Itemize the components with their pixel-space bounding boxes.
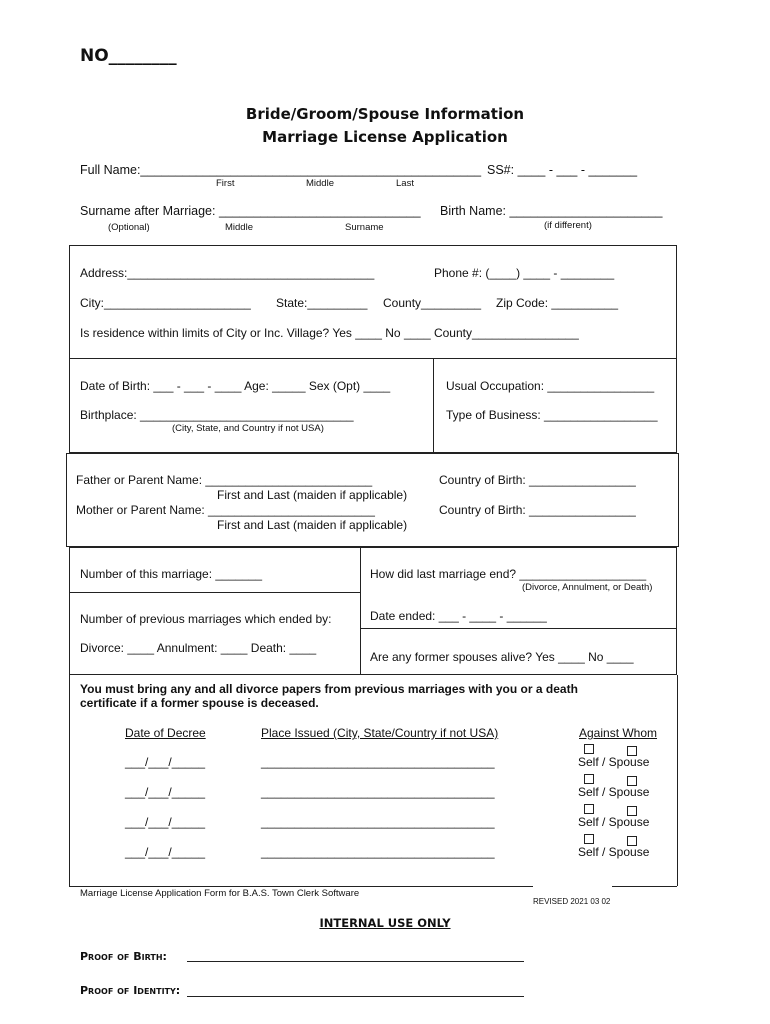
optional-hint: (Optional) <box>108 222 150 233</box>
divorce-box-right <box>677 675 678 886</box>
father-name-field[interactable]: Father or Parent Name: _________________________ <box>76 473 373 487</box>
occupation-field[interactable]: Usual Occupation: ________________ <box>446 379 655 393</box>
proof-of-identity-label: Proof of Identity: <box>80 984 181 997</box>
address-field[interactable]: Address:_____________________________________ <box>80 266 375 280</box>
self-checkbox[interactable] <box>584 744 594 754</box>
self-checkbox[interactable] <box>584 774 594 784</box>
col-date-of-decree: Date of Decree <box>125 726 206 740</box>
divorce-notice-line1: You must bring any and all divorce papers from previous marriages with you or a death <box>80 682 578 696</box>
internal-use-heading: INTERNAL USE ONLY <box>319 916 451 930</box>
city-field[interactable]: City:______________________ <box>80 296 251 310</box>
county-field[interactable]: County_________ <box>383 296 482 310</box>
place-issued-field[interactable]: ___________________________________ <box>261 845 495 859</box>
business-type-field[interactable]: Type of Business: _________________ <box>446 408 658 422</box>
middle-hint-2: Middle <box>225 222 253 233</box>
birthplace-hint: (City, State, and Country if not USA) <box>172 423 324 434</box>
middle-hint: Middle <box>306 178 334 189</box>
form-title: Bride/Groom/Spouse Information <box>245 105 525 123</box>
place-issued-field[interactable]: ___________________________________ <box>261 815 495 829</box>
self-checkbox[interactable] <box>584 834 594 844</box>
self-checkbox[interactable] <box>584 804 594 814</box>
decree-date-field[interactable]: ___/___/_____ <box>125 845 206 859</box>
marriage-number-field[interactable]: Number of this marriage: _______ <box>80 567 263 581</box>
if-different-hint: (if different) <box>544 220 592 231</box>
last-hint: Last <box>396 178 414 189</box>
decree-date-field[interactable]: ___/___/_____ <box>125 815 206 829</box>
divorce-notice-line2: certificate if a former spouse is deceased. <box>80 696 319 710</box>
form-number[interactable]: NO________ <box>80 46 177 66</box>
father-country-field[interactable]: Country of Birth: ________________ <box>439 473 636 487</box>
phone-field[interactable]: Phone #: (____) ____ - ________ <box>434 266 615 280</box>
against-whom-label: Self / Spouse <box>578 785 650 799</box>
date-ended-field[interactable]: Date ended: ___ - ____ - ______ <box>370 609 547 623</box>
first-hint: First <box>216 178 235 189</box>
marriage-left-rule <box>69 592 360 593</box>
birth-name-field[interactable]: Birth Name: ______________________ <box>440 204 663 218</box>
state-field[interactable]: State:_________ <box>276 296 368 310</box>
how-ended-hint: (Divorce, Annulment, or Death) <box>522 582 653 593</box>
surname-after-marriage-field[interactable]: Surname after Marriage: _____________________________ <box>80 204 421 218</box>
zip-code-field[interactable]: Zip Code: __________ <box>496 296 619 310</box>
against-whom-label: Self / Spouse <box>578 815 650 829</box>
mother-name-hint: First and Last (maiden if applicable) <box>217 518 408 532</box>
place-issued-field[interactable]: ___________________________________ <box>261 785 495 799</box>
software-footer: Marriage License Application Form for B.A.S. Town Clerk Software <box>80 888 360 899</box>
former-spouses-alive-field[interactable]: Are any former spouses alive? Yes ____ No ____ <box>370 650 634 664</box>
form-subtitle: Marriage License Application <box>262 128 508 146</box>
date-of-birth-field[interactable]: Date of Birth: ___ - ___ - ____ Age: _____ Sex (Opt) ____ <box>80 379 391 393</box>
against-whom-label: Self / Spouse <box>578 755 650 769</box>
residence-question[interactable]: Is residence within limits of City or Inc. Village? Yes ____ No ____ County________________ <box>80 326 579 340</box>
proof-of-identity-line[interactable] <box>187 996 524 997</box>
divorce-counts-field[interactable]: Divorce: ____ Annulment: ____ Death: ____ <box>80 641 317 655</box>
ss-number-field[interactable]: SS#: ____ - ___ - _______ <box>487 163 638 177</box>
col-place-issued: Place Issued (City, State/Country if not USA) <box>261 726 499 740</box>
full-name-field[interactable]: Full Name:_________________________________________________ <box>80 163 482 177</box>
previous-marriages-label: Number of previous marriages which ended by: <box>80 612 332 626</box>
birthplace-field[interactable]: Birthplace: ________________________________ <box>80 408 354 422</box>
how-ended-field[interactable]: How did last marriage end? ___________________ <box>370 567 647 581</box>
surname-hint: Surname <box>345 222 384 233</box>
against-whom-label: Self / Spouse <box>578 845 650 859</box>
birth-box <box>69 358 677 453</box>
marriage-divider <box>360 547 361 675</box>
revised-date: REVISED 2021 03 02 <box>533 897 611 906</box>
proof-of-birth-label: Proof of Birth: <box>80 950 167 963</box>
divorce-box-bottom-right <box>612 886 677 887</box>
marriage-right-rule <box>360 628 677 629</box>
place-issued-field[interactable]: ___________________________________ <box>261 755 495 769</box>
birth-divider <box>433 358 434 453</box>
decree-date-field[interactable]: ___/___/_____ <box>125 785 206 799</box>
mother-name-field[interactable]: Mother or Parent Name: _________________________ <box>76 503 375 517</box>
proof-of-birth-line[interactable] <box>187 961 524 962</box>
divorce-box-left <box>69 675 70 886</box>
mother-country-field[interactable]: Country of Birth: ________________ <box>439 503 636 517</box>
decree-date-field[interactable]: ___/___/_____ <box>125 755 206 769</box>
father-name-hint: First and Last (maiden if applicable) <box>217 488 408 502</box>
col-against-whom: Against Whom <box>579 726 658 740</box>
divorce-box-bottom-left <box>69 886 533 887</box>
